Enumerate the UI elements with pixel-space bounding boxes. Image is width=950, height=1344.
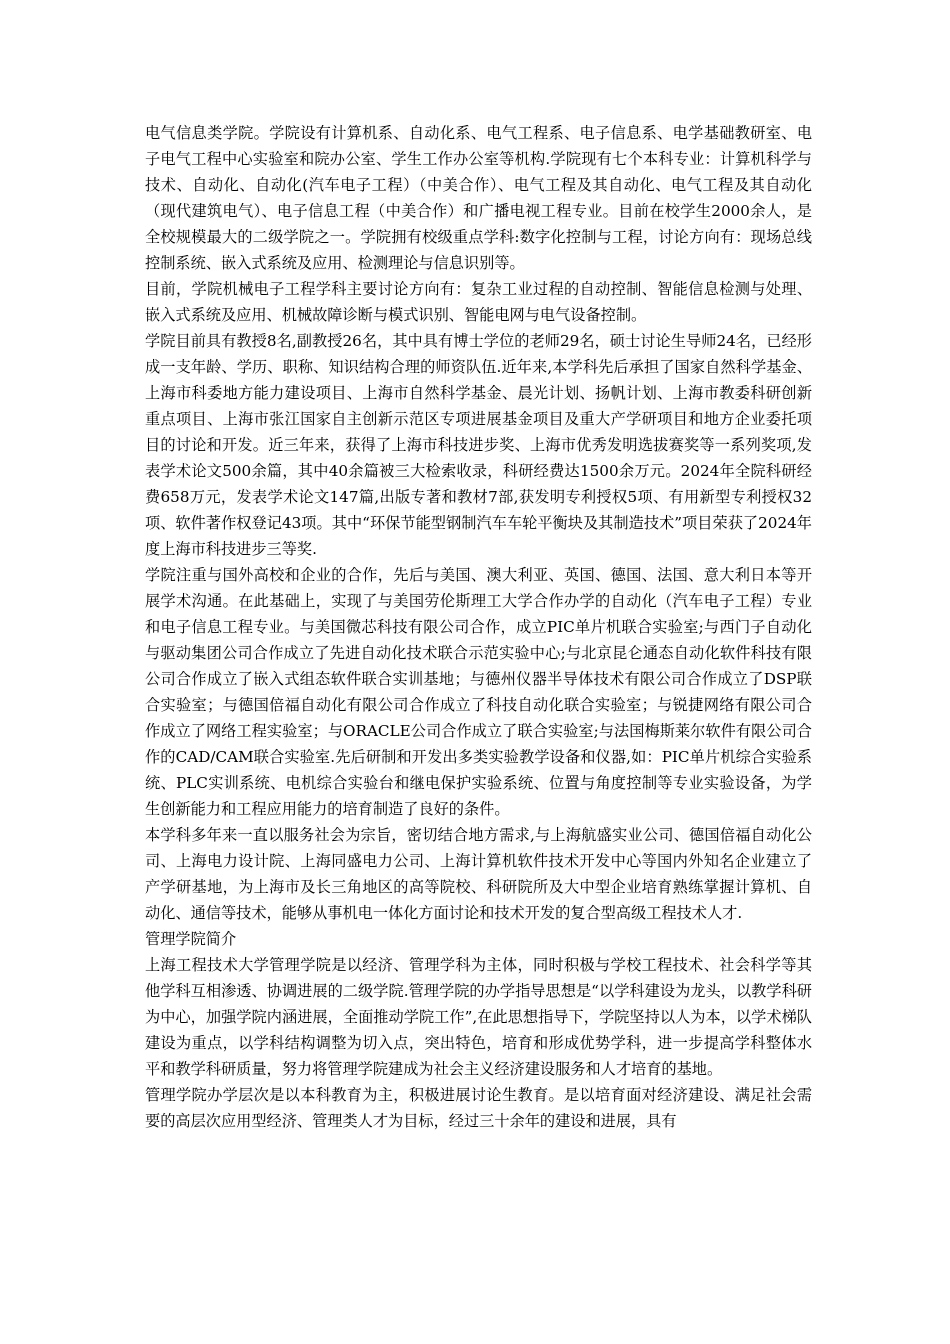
- paragraph-industry-service: 本学科多年来一直以服务社会为宗旨，密切结合地方需求,与上海航盛实业公司、德国倍福自动化公司、上海电力设计院、上海同盛电力公司、上海计算机软件技术开发中心等国内外知名企业建立了产学研基地，为上海市及长三角地区的高等院校、科研院所及大中型企业培育熟练掌握计算机、自动化、通信等技术，能够从事机电一体化方面讨论和技术开发的复合型高级工程技术人才.: [145, 826, 812, 922]
- paragraph-college-overview: 电气信息类学院。学院设有计算机系、自动化系、电气工程系、电子信息系、电学基础教研室、电子电气工程中心实验室和院办公室、学生工作办公室等机构.学院现有七个本科专业：计算机科学与技术、自动化、自动化(汽车电子工程）（中美合作）、电气工程及其自动化、电气工程及其自动化（现代建筑电气）、电子信息工程（中美合作）和广播电视工程专业。目前在校学生2000余人，是全校规模最大的二级学院之一。学院拥有校级重点学科:数字化控制与工程，讨论方向有：现场总线控制系统、嵌入式系统及应用、检测理论与信息识别等。: [145, 124, 812, 272]
- paragraph-faculty-research: 学院目前具有教授8名,副教授26名，其中具有博士学位的老师29名，硕士讨论生导师24名，已经形成一支年龄、学历、职称、知识结构合理的师资队伍.近年来,本学科先后承担了国家自然科学基金、上海市科委地方能力建设项目、上海市自然科学基金、晨光计划、扬帆计划、上海市教委科研创新重点项目、上海市张江国家自主创新示范区专项进展基金项目及重大产学研项目和地方企业委托项目的讨论和开发。近三年来，获得了上海市科技进步奖、上海市优秀发明选拔赛奖等一系列奖项,发表学术论文500余篇，其中40余篇被三大检索收录，科研经费达1500余万元。2024年全院科研经费658万元，发表学术论文147篇,出版专著和教材7部,获发明专利授权5项、有用新型专利授权32项、软件著作权登记43项。其中“环保节能型钢制汽车车轮平衡块及其制造技术”项目荣获了2024年度上海市科技进步三等奖.: [145, 332, 812, 558]
- paragraph-management-levels: 管理学院办学层次是以本科教育为主，积极进展讨论生教育。是以培育面对经济建设、满足社会需要的高层次应用型经济、管理类人才为目标，经过三十余年的建设和进展，具有: [145, 1086, 812, 1130]
- document-body: [145, 120, 812, 1134]
- paragraph-management-overview: 上海工程技术大学管理学院是以经济、管理学科为主体，同时积极与学校工程技术、社会科学等其他学科互相渗透、协调进展的二级学院.管理学院的办学指导思想是“以学科建设为龙头，以教学科研为中心，加强学院内涵进展，全面推动学院工作”,在此思想指导下，学院坚持以人为本，以学术梯队建设为重点，以学科结构调整为切入点，突出特色，培育和形成优势学科，进一步提高学科整体水平和教学科研质量，努力将管理学院建成为社会主义经济建设服务和人才培育的基地。: [145, 956, 812, 1078]
- paragraph-research-directions: 目前，学院机械电子工程学科主要讨论方向有：复杂工业过程的自动控制、智能信息检测与处理、嵌入式系统及应用、机械故障诊断与模式识别、智能电网与电气设备控制。: [145, 280, 812, 324]
- section-title: 管理学院简介: [145, 930, 237, 948]
- paragraph-international-cooperation: 学院注重与国外高校和企业的合作，先后与美国、澳大利亚、英国、德国、法国、意大利日本等开展学术沟通。在此基础上，实现了与美国劳伦斯理工大学合作办学的自动化（汽车电子工程）专业和电子信息工程专业。与美国微芯科技有限公司合作，成立PIC单片机联合实验室;与西门子自动化与驱动集团公司合作成立了先进自动化技术联合示范实验中心;与北京昆仑通态自动化软件科技有限公司合作成立了嵌入式组态软件联合实训基地；与德州仪器半导体技术有限公司合作成立了DSP联合实验室；与德国倍福自动化有限公司合作成立了科技自动化联合实验室；与锐捷网络有限公司合作成立了网络工程实验室；与ORACLE公司合作成立了联合实验室;与法国梅斯莱尔软件有限公司合作的CAD/CAM联合实验室.先后研制和开发出多类实验教学设备和仪器,如：PIC单片机综合实验系统、PLC实训系统、电机综合实验台和继电保护实验系统、位置与角度控制等专业实验设备，为学生创新能力和工程应用能力的培育制造了良好的条件。: [145, 566, 812, 818]
